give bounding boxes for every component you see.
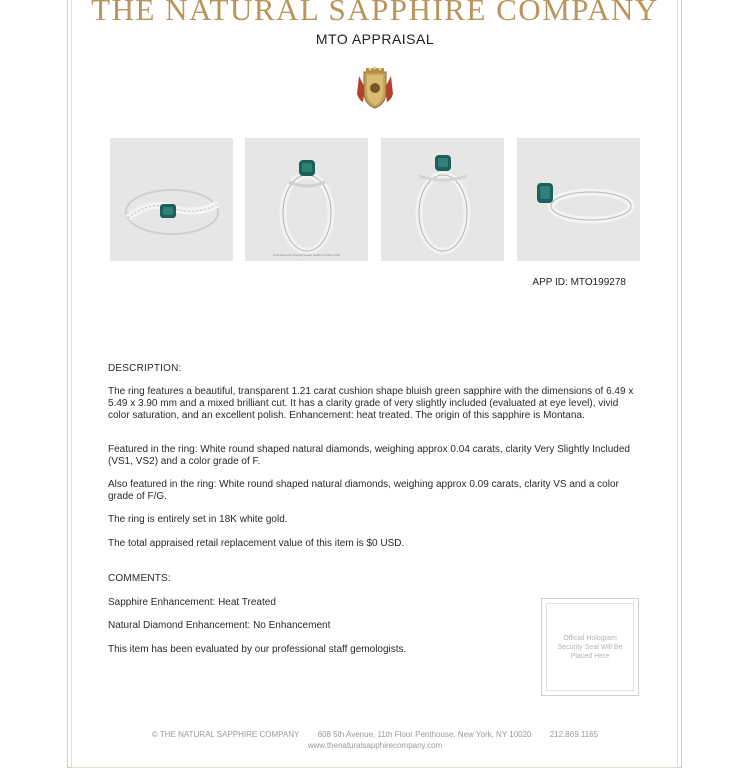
ring-side-view-photo — [517, 138, 640, 261]
company-name: THE NATURAL SAPPHIRE COMPANY — [91, 0, 659, 27]
description-heading: DESCRIPTION: — [108, 363, 182, 374]
comments-heading: COMMENTS: — [108, 573, 171, 584]
description-paragraph-4: The ring is entirely set in 18K white gold. — [108, 514, 288, 525]
footer-website-link[interactable]: www.thenaturalsapphirecompany.com — [307, 741, 443, 750]
hologram-seal-placeholder — [541, 598, 639, 696]
ring-angled-view-photo — [110, 138, 233, 261]
seal-text: Official Hologram Security Seal Will Be Placed Here — [557, 634, 623, 660]
comment-1: Sapphire Enhancement: Heat Treated — [108, 597, 276, 608]
description-paragraph-1: The ring features a beautiful, transparent 1.21 carat cushion shape bluish green sapphire with the dimensions of 6.49 x 5.49 x 3.90 mm and a mixed brilliant cut. It has a clarity grade of very slightly included (evaluated at eye level), vivid color saturation, and an excellent polish. Enhancement: heat treated. The origin of this sapphire is Montana. — [108, 386, 634, 421]
footer-line-1 — [0, 730, 750, 739]
comment-2: Natural Diamond Enhancement: No Enhancement — [108, 620, 331, 631]
app-id: APP ID: MTO199278 — [532, 277, 626, 288]
description-paragraph-3: Also featured in the ring: White round shaped natural diamonds, weighing approx 0.09 carats, clarity VS and a color grade of F/G. — [108, 479, 619, 502]
description-paragraph-5: The total appraised retail replacement value of this item is $0 USD. — [108, 538, 405, 549]
footer-phone: 212.869.1165 — [549, 730, 599, 739]
company-crest-logo — [355, 66, 395, 110]
ring-front-view-photo — [245, 138, 368, 261]
description-paragraph-2: Featured in the ring: White round shaped natural diamonds, weighing approx 0.04 carats, clarity Very Slightly Included (VS1, VS2) and a color grade of F. — [108, 444, 630, 467]
photo-caption: Total Diamond Weight Shown Hidden (0.09ct total) — [272, 253, 341, 257]
footer-address: 608 5th Avenue, 11th Floor Penthouse, New York, NY 10020 — [317, 730, 532, 739]
seal-inner-border — [546, 603, 634, 691]
comment-3: This item has been evaluated by our professional staff gemologists. — [108, 644, 407, 655]
ring-back-view-photo — [381, 138, 504, 261]
footer-copyright: © THE NATURAL SAPPHIRE COMPANY — [151, 730, 300, 739]
document-title: MTO APPRAISAL — [315, 31, 435, 47]
